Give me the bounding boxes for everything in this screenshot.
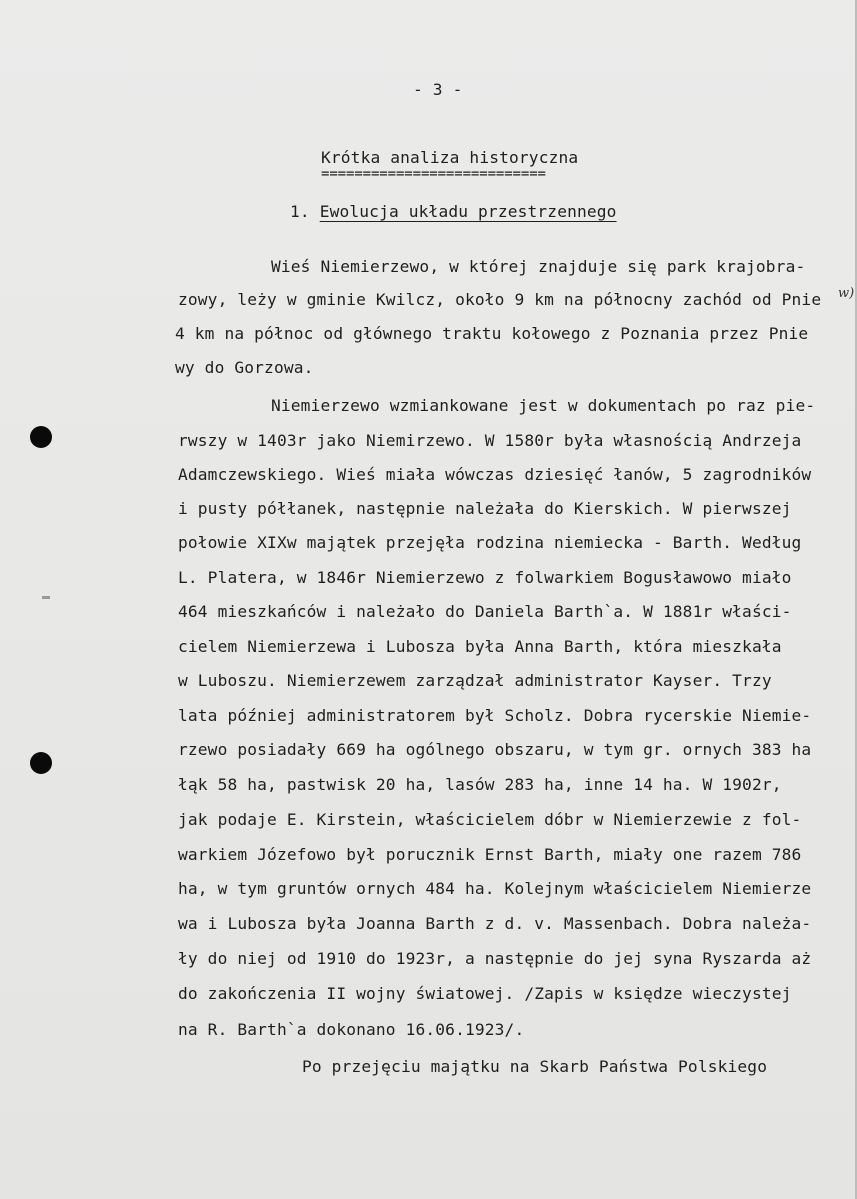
handwritten-annotation: w) [838,286,855,301]
text-line: lata później administratorem był Scholz. Dobra rycerskie Niemie- [178,706,812,725]
text-line: 4 km na północ od głównego traktu kołowego z Poznania przez Pnie [175,324,809,343]
punch-hole [30,752,52,774]
text-line: Wieś Niemierzewo, w której znajduje się park krajobra- [271,257,806,276]
text-line: cielem Niemierzewa i Lubosza była Anna Barth, która mieszkała [178,637,782,656]
text-line: ha, w tym gruntów ornych 484 ha. Kolejnym właścicielem Niemierze [178,879,812,898]
text-line: połowie XIXw majątek przejęła rodzina niemiecka - Barth. Według [178,533,802,552]
document-title: Krótka analiza historyczna [321,148,579,167]
text-line: L. Platera, w 1846r Niemierzewo z folwarkiem Bogusławowo miało [178,568,792,587]
text-line: Adamczewskiego. Wieś miała wówczas dziesięć łanów, 5 zagrodników [178,465,812,484]
text-line: i pusty półłanek, następnie należała do Kierskich. W pierwszej [178,499,792,518]
text-line: jak podaje E. Kirstein, właścicielem dóbr w Niemierzewie z fol- [178,810,802,829]
page-number: - 3 - [413,80,463,99]
text-line: zowy, leży w gminie Kwilcz, około 9 km na północny zachód od Pnie [178,290,822,309]
text-line: rzewo posiadały 669 ha ogólnego obszaru, w tym gr. ornych 383 ha [178,740,812,759]
text-line: wy do Gorzowa. [175,358,314,377]
text-line: na R. Barth`a dokonano 16.06.1923/. [178,1020,525,1039]
text-line: warkiem Józefowo był porucznik Ernst Barth, miały one razem 786 [178,845,802,864]
text-line: Niemierzewo wzmiankowane jest w dokumentach po raz pie- [271,396,816,415]
section-number: 1. [290,202,310,221]
text-line: ły do niej od 1910 do 1923r, a następnie do jej syna Ryszarda aż [178,949,812,968]
scan-mark [42,596,50,599]
text-line: do zakończenia II wojny światowej. /Zapis w księdze wieczystej [178,984,792,1003]
section-heading [290,202,617,222]
text-line: łąk 58 ha, pastwisk 20 ha, lasów 283 ha, inne 14 ha. W 1902r, [178,775,782,794]
text-line: Po przejęciu majątku na Skarb Państwa Polskiego [302,1057,768,1076]
title-underline: =========================== [321,166,546,182]
text-line: 464 mieszkańców i należało do Daniela Barth`a. W 1881r właści- [178,602,792,621]
text-line: rwszy w 1403r jako Niemirzewo. W 1580r była własnością Andrzeja [178,431,802,450]
text-line: w Luboszu. Niemierzewem zarządzał administrator Kayser. Trzy [178,671,772,690]
text-line: wa i Lubosza była Joanna Barth z d. v. Massenbach. Dobra należa- [178,914,812,933]
section-title: Ewolucja układu przestrzennego [319,202,617,221]
punch-hole [30,426,52,448]
